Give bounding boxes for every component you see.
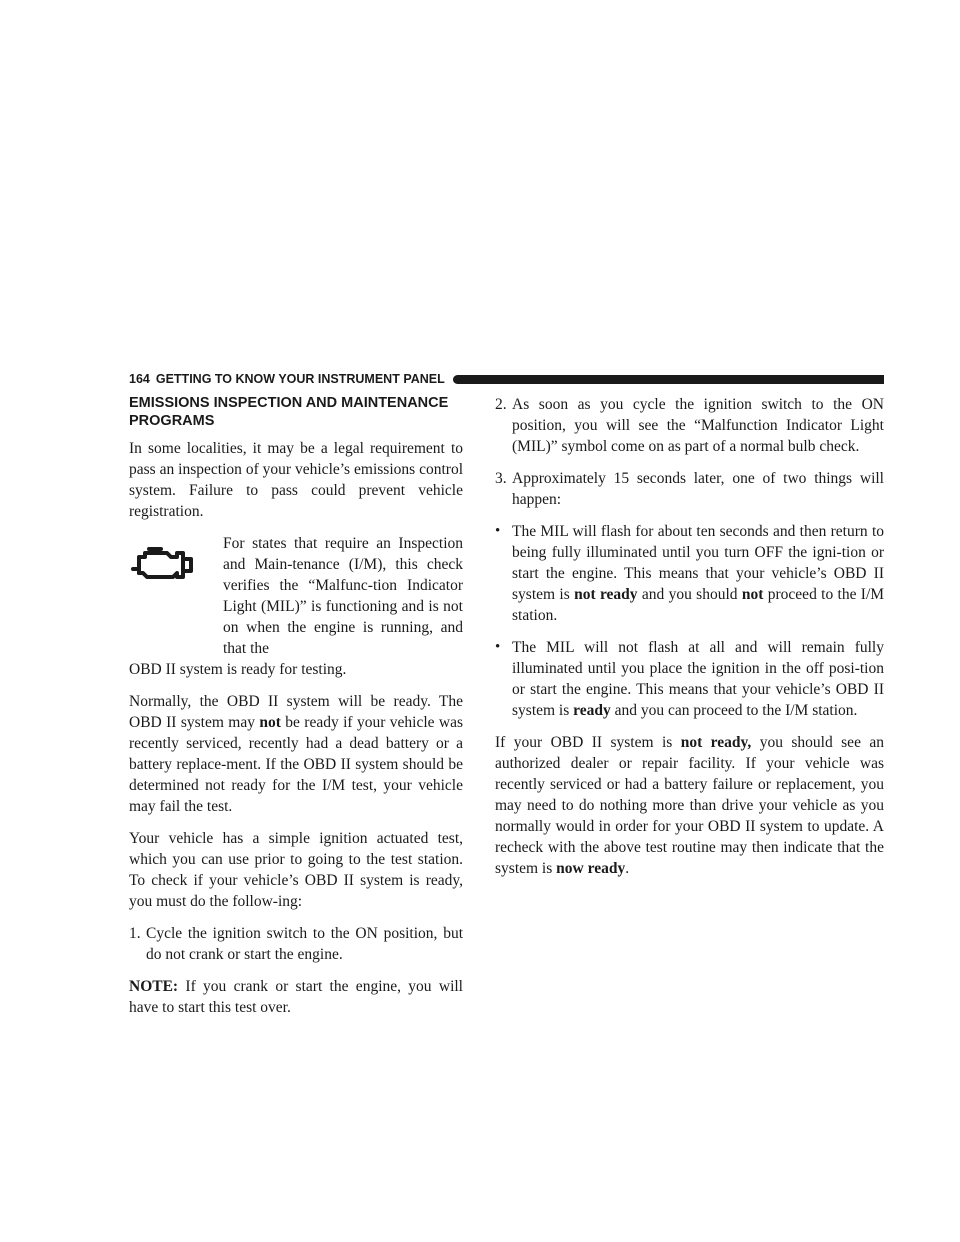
obd-ready-paragraph: Normally, the OBD II system will be ready. The OBD II system may not be ready if your vehicle was recently serviced, recently had a dead battery or a battery replace-ment. If the OBD II system should be determined not ready for the I/M test, your vehicle may fail the test. [129,693,463,815]
inspection-text: For states that require an Inspection and Main-tenance (I/M), this check verifies the “Malfunc-tion Indicator Light (MIL)” is functioning and is not on when the engine is running, and that the [223,535,463,657]
header-rule [453,375,884,384]
icon-paragraph [129,533,463,659]
intro-paragraph: In some localities, it may be a legal requirement to pass an inspection of your vehicle’s emissions control system. Failure to pass could prevent vehicle registration. [129,440,463,520]
note-paragraph: NOTE: If you crank or start the engine, you will have to start this test over. [129,978,463,1016]
bullet-ready: • The MIL will not flash at all and will remain fully illuminated until you place the ignition in the off posi-tion or start the engine. This means that your vehicle’s OBD II system is ready and you can proceed to the I/M station. [495,639,884,719]
check-engine-icon [129,533,223,659]
step-2: 2. As soon as you cycle the ignition switch to the ON position, you will see the “Malfunction Indicator Light (MIL)” symbol come on as part of a normal bulb check. [495,396,884,455]
page-header [129,371,884,387]
section-heading: EMISSIONS INSPECTION AND MAINTENANCE PROGRAMS [129,395,449,429]
page-number: 164 [129,372,150,386]
inspection-text-continued: OBD II system is ready for testing. [129,661,347,678]
left-column [129,394,463,1029]
bullet-mark: • [495,523,501,539]
right-column [495,394,884,890]
simple-test-paragraph: Your vehicle has a simple ignition actuated test, which you can use prior to going to the test station. To check if your vehicle’s OBD II system is ready, you must do the follow-ing: [129,830,463,910]
not-ready-paragraph: If your OBD II system is not ready, you should see an authorized dealer or repair facility. If your vehicle was recently serviced or had a battery failure or replacement, you may need to do nothing more than drive your vehicle as you normally would in order for your OBD II system to update. A recheck with the above test routine may then indicate that the system is now ready. [495,734,884,877]
step-3: 3. Approximately 15 seconds later, one of two things will happen: [495,470,884,508]
step-1: 1. Cycle the ignition switch to the ON position, but do not crank or start the engine. [129,925,463,963]
bullet-not-ready: • The MIL will flash for about ten seconds and then return to being fully illuminated until you turn OFF the igni-tion or start the engine. This means that your vehicle’s OBD II system is not ready and you should not proceed to the I/M station. [495,523,885,624]
bullet-mark: • [495,639,501,655]
section-title: GETTING TO KNOW YOUR INSTRUMENT PANEL [155,372,445,386]
